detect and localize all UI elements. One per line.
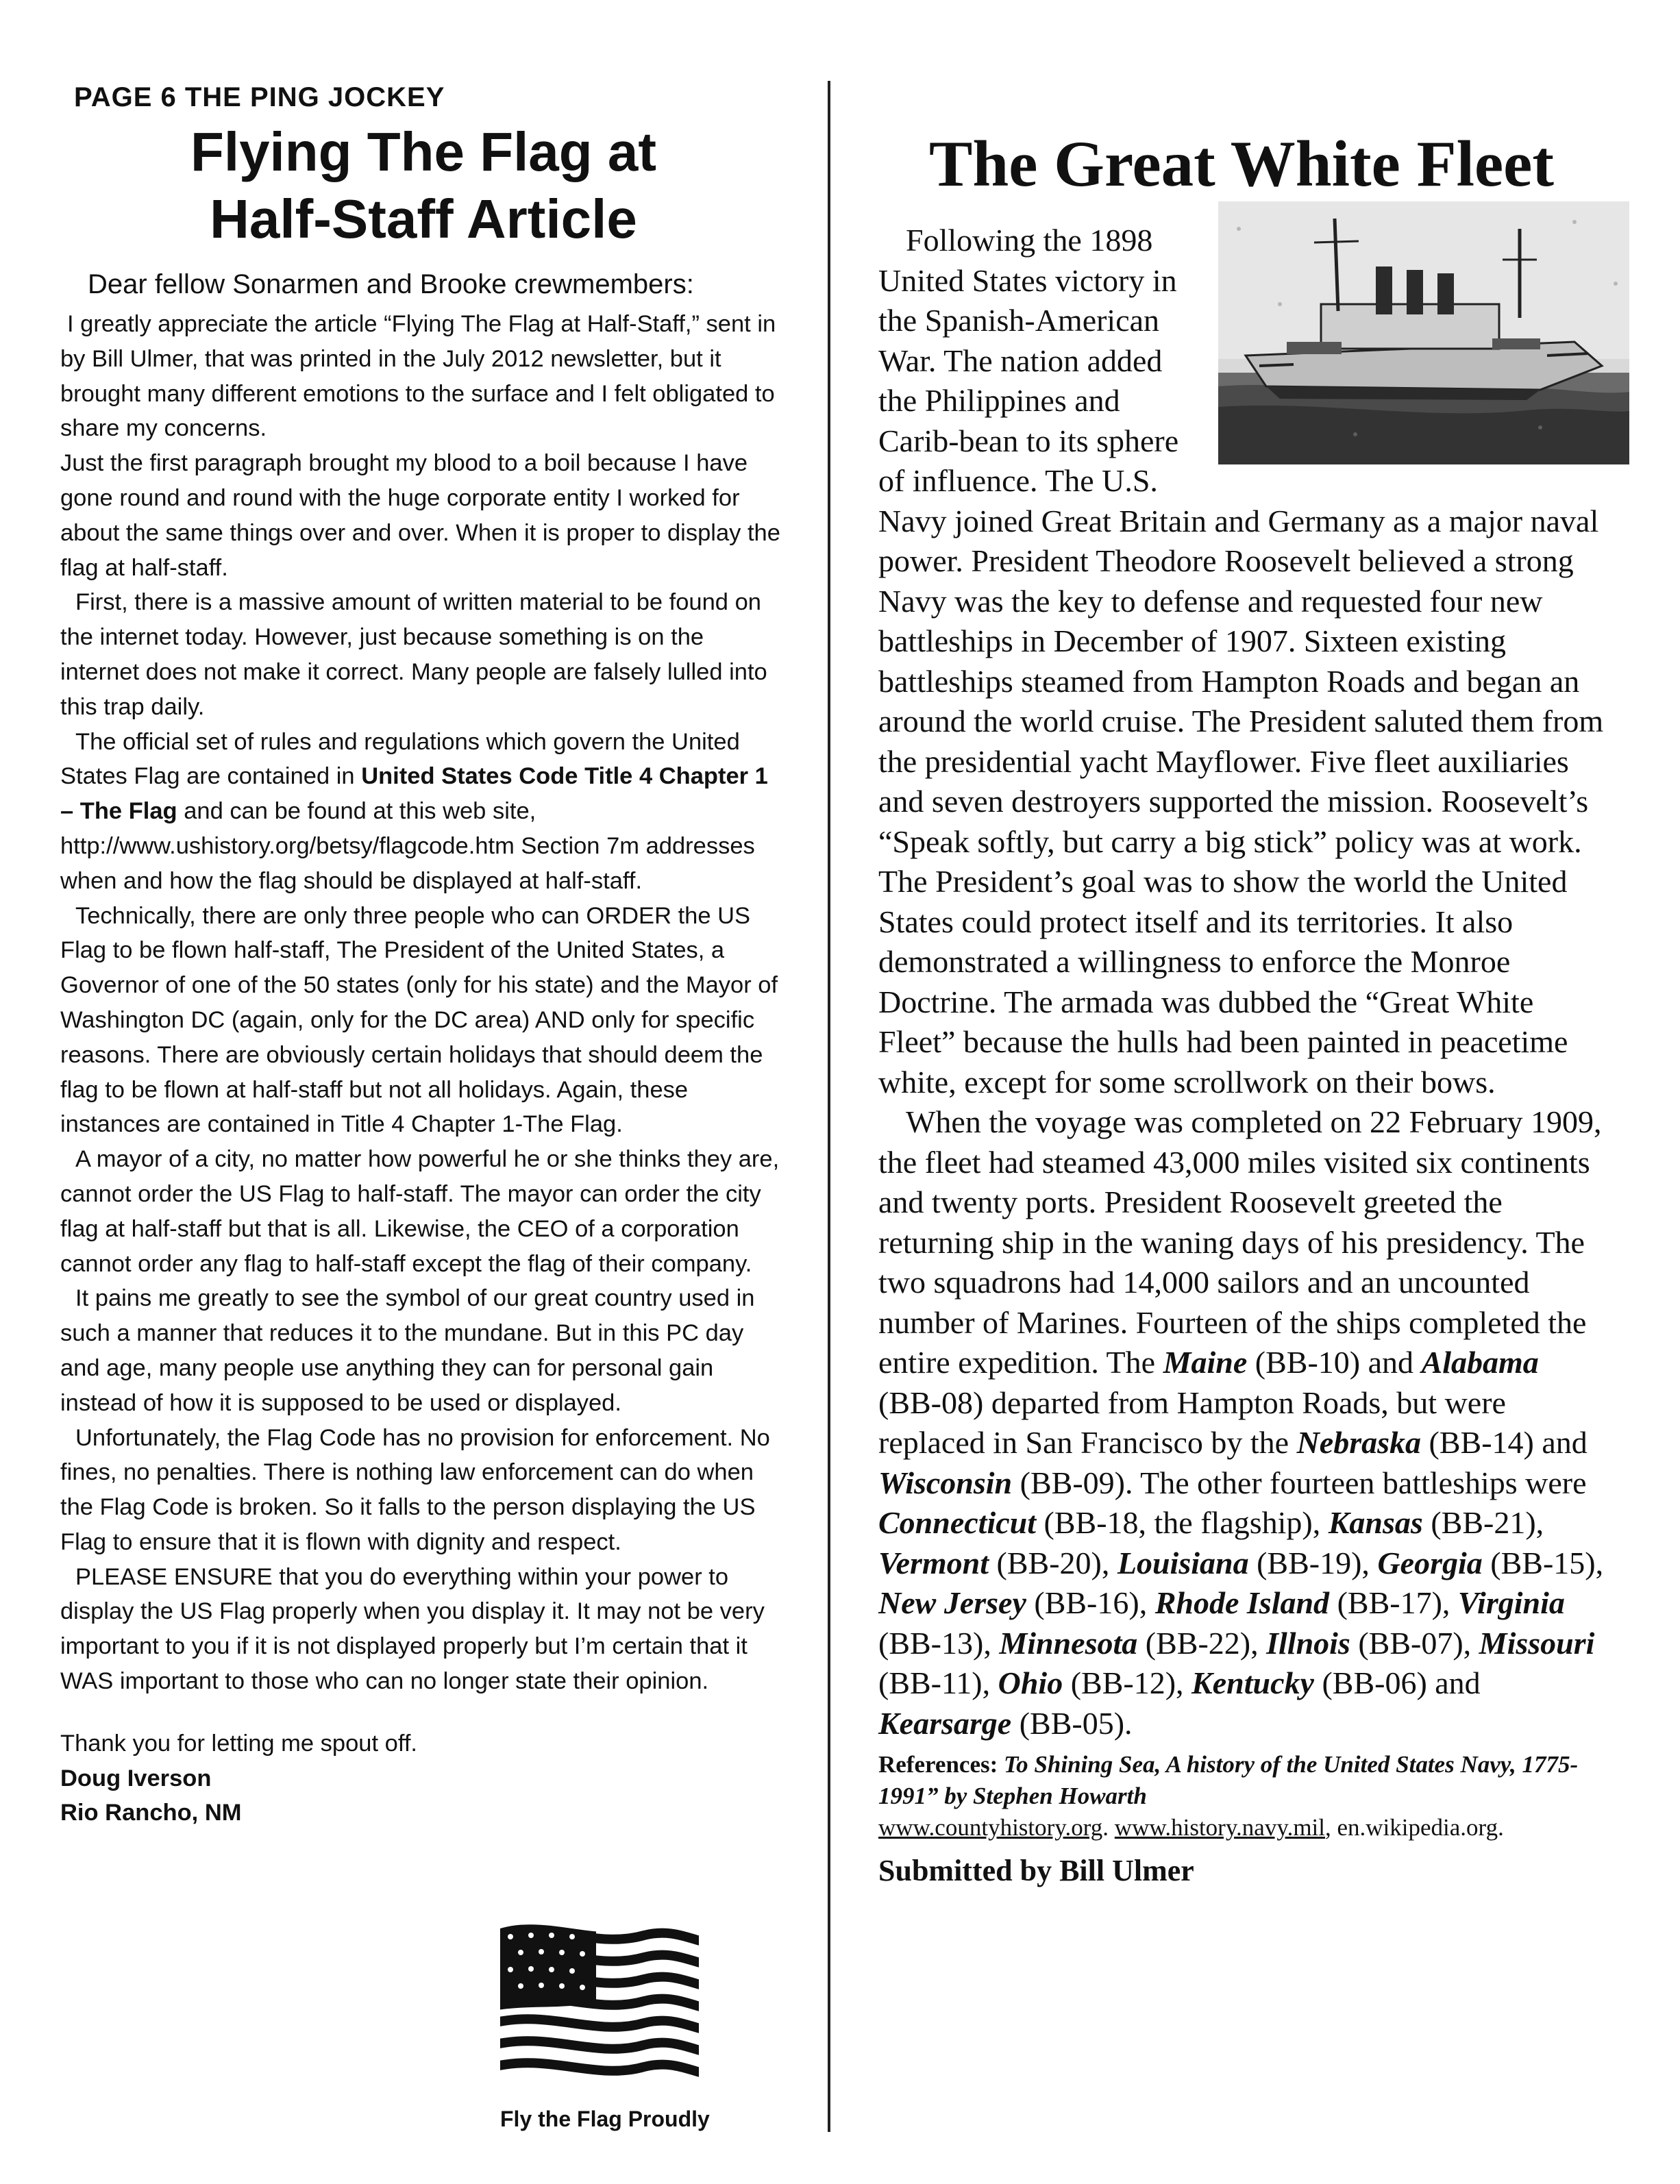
us-flag-icon xyxy=(493,1915,706,2096)
left-article-title-line1: Flying The Flag at xyxy=(190,121,657,182)
paragraph-text: and can be found at this web site, xyxy=(177,798,536,825)
right-column xyxy=(878,82,1605,1888)
ship-detail: (BB-21), xyxy=(1422,1505,1544,1540)
reference-book: To Shining Sea, A history of the United States Navy, 1775-1991” by Stephen Howarth xyxy=(878,1751,1579,1809)
ship-name: Minnesota xyxy=(999,1625,1138,1661)
right-article-title: The Great White Fleet xyxy=(929,127,1554,200)
paragraph xyxy=(878,1102,1605,1744)
ship-name: New Jersey xyxy=(878,1585,1026,1620)
references xyxy=(878,1749,1605,1844)
ship-detail: (BB-08) departed from Hampton Roads, but were replaced in San Francisco by the xyxy=(878,1385,1506,1460)
ship-detail: (BB-06) and xyxy=(1313,1665,1481,1700)
left-column xyxy=(60,82,787,1831)
ship-name: Rhode Island xyxy=(1154,1585,1330,1620)
ship-detail: (BB-11), xyxy=(878,1665,998,1700)
ship-name: Vermont xyxy=(878,1545,989,1580)
ship-detail: (BB-22), xyxy=(1137,1625,1267,1661)
ship-name: Illnois xyxy=(1266,1625,1350,1661)
paragraph: Following the 1898 United States victory in the Spanish-American War. The nation added the Philippines and Carib-bean to its sphere of influence. The U.S. Navy joined Great Britain and Germany as a major naval power. President Theodore Roosevelt believed a strong Navy was the key to defense and requested four new battleships in December of 1907. Sixteen existing battleships steamed from Hampton Roads and began an around the world cruise. The President saluted them from the presidential yacht Mayflower. Five fleet auxiliaries and seven destroyers supported the mission. Roosevelt’s “Speak softly, but carry a big stick” policy was at work. xyxy=(878,223,1604,859)
reference-link-navy[interactable]: www.history.navy.mil xyxy=(1114,1814,1325,1841)
paragraph-text: The official set of rules and regulations which govern the United States Flag are contained in xyxy=(60,728,740,790)
ship-name: Louisiana xyxy=(1117,1545,1249,1580)
ship-detail: (BB-18, the flagship), xyxy=(1036,1505,1329,1540)
ship-detail: (BB-16), xyxy=(1026,1585,1155,1620)
ship-detail: (BB-05). xyxy=(1011,1705,1133,1741)
salutation: Dear fellow Sonarmen and Brooke crewmembers: xyxy=(88,269,694,299)
ship-detail: (BB-13), xyxy=(878,1625,1000,1661)
paragraph: Just the first paragraph brought my blood to a boil because I have gone round and round with the huge corporate entity I worked for about the same things over and over. When it is proper to display the flag at half-staff. xyxy=(60,450,780,581)
ship-detail: (BB-12), xyxy=(1063,1665,1192,1700)
ship-detail: (BB-15), xyxy=(1482,1545,1604,1580)
left-article-title-line2: Half-Staff Article xyxy=(210,188,637,249)
ship-name: Alabama xyxy=(1421,1345,1539,1380)
paragraph: First, there is a massive amount of written material to be found on the internet today. However, just because something is on the internet does not make it correct. Many people are falsely lulled into this trap daily. xyxy=(60,589,767,720)
ship-detail: (BB-19), xyxy=(1248,1545,1378,1580)
paragraph: A mayor of a city, no matter how powerful he or she thinks they are, cannot order the US Flag to half-staff. The mayor can order the city flag at half-staff but that is all. Likewise, the CEO of a corporation cannot order any flag to half-staff except the flag of their company. xyxy=(60,1146,780,1277)
ship-name: Kentucky xyxy=(1191,1665,1314,1700)
ship-detail: (BB-09). The other fourteen battleships were xyxy=(1012,1465,1587,1500)
ship-name: Kearsarge xyxy=(878,1705,1012,1741)
ship-name: Wisconsin xyxy=(878,1465,1013,1500)
paragraph: I greatly appreciate the article “Flying The Flag at Half-Staff,” sent in by Bill Ulmer, that was printed in the July 2012 newsletter, but it brought many different emotions to the surface and I felt obligated to share my concerns. xyxy=(60,311,776,442)
flag-code-link[interactable]: http://www.ushistory.org/betsy/flagcode.htm xyxy=(60,832,515,859)
paragraph: Unfortunately, the Flag Code has no provision for enforcement. No fines, no penalties. There is nothing law enforcement can do when the Flag Code is broken. So it falls to the person displaying the US Flag to ensure that it is flown with dignity and respect. xyxy=(60,1424,770,1555)
column-divider xyxy=(828,81,830,2132)
page-header-label: PAGE 6 THE PING JOCKEY xyxy=(74,82,445,112)
ship-name: Nebraska xyxy=(1296,1425,1422,1460)
ship-name: Missouri xyxy=(1479,1625,1595,1661)
paragraph: Technically, there are only three people who can ORDER the US Flag to be flown half-staff, The President of the United States, a Governor of one of the 50 states (only for his state) and the Mayor of Washington DC (again, only for the DC area) AND only for specific reasons. There are obviously certain holidays that should deem the flag to be flown at half-staff but not all holidays. Again, these instances are contained in Title 4 Chapter 1-The Flag. xyxy=(60,902,778,1138)
battleship-photo xyxy=(1218,201,1629,464)
ship-name: Connecticut xyxy=(878,1505,1037,1540)
signature-place: Rio Rancho, NM xyxy=(60,1800,242,1826)
flag-caption: Fly the Flag Proudly xyxy=(500,2107,710,2131)
ship-name: Virginia xyxy=(1457,1585,1565,1620)
paragraph-text: When the voyage was completed on 22 February 1909, the fleet had steamed 43,000 miles visited six continents and twenty ports. President Roosevelt greeted the returning ship in the waning days of his presidency. The two squadrons had 14,000 sailors and an uncounted number of Marines. Fourteen of the ships completed the entire expedition. The xyxy=(878,1104,1602,1380)
ship-name: Ohio xyxy=(998,1665,1063,1700)
signature-name: Doug Iverson xyxy=(60,1765,212,1791)
paragraph: It pains me greatly to see the symbol of our great country used in such a manner that reduces it to the mundane. But in this PC day and age, many people use anything they can for personal gain instead of how it is supposed to be used or displayed. xyxy=(60,1285,755,1416)
ship-detail: (BB-14) and xyxy=(1421,1425,1588,1460)
ship-detail: (BB-20), xyxy=(989,1545,1117,1580)
reference-link-wikipedia: , en.wikipedia.org. xyxy=(1325,1814,1504,1841)
paragraph xyxy=(60,725,787,899)
paragraph: The President’s goal was to show the world the United States could protect itself and its territories. It also demonstrated a willingness to enforce the Monroe Doctrine. The armada was dubbed the “Great White Fleet” because the hulls had been painted in peacetime white, except for some scrollwork on their bows. xyxy=(878,864,1568,1100)
reference-link-countyhistory[interactable]: www.countyhistory.org xyxy=(878,1814,1103,1841)
ship-name: Maine xyxy=(1163,1345,1248,1380)
ship-detail: (BB-10) and xyxy=(1247,1345,1422,1380)
ship-detail: (BB-07), xyxy=(1350,1625,1479,1661)
closing-line: Thank you for letting me spout off. xyxy=(60,1730,417,1757)
paragraph: PLEASE ENSURE that you do everything within your power to display the US Flag properly when you display it. It may not be very important to you if it is not displayed properly but I’m certain that it WAS important to those who can no longer state their opinion. xyxy=(60,1563,765,1695)
paragraph-text: Section 7m addresses when and how the flag should be displayed at half-staff. xyxy=(60,832,755,894)
reference-separator: . xyxy=(1102,1814,1115,1841)
submitted-by: Submitted by Bill Ulmer xyxy=(878,1854,1194,1887)
flag-code-citation: United States Code Title 4 Chapter 1 – The Flag xyxy=(60,763,768,825)
references-label: References: xyxy=(878,1751,998,1778)
ship-detail: (BB-17), xyxy=(1329,1585,1458,1620)
ship-name: Georgia xyxy=(1377,1545,1483,1580)
ship-name: Kansas xyxy=(1328,1505,1423,1540)
